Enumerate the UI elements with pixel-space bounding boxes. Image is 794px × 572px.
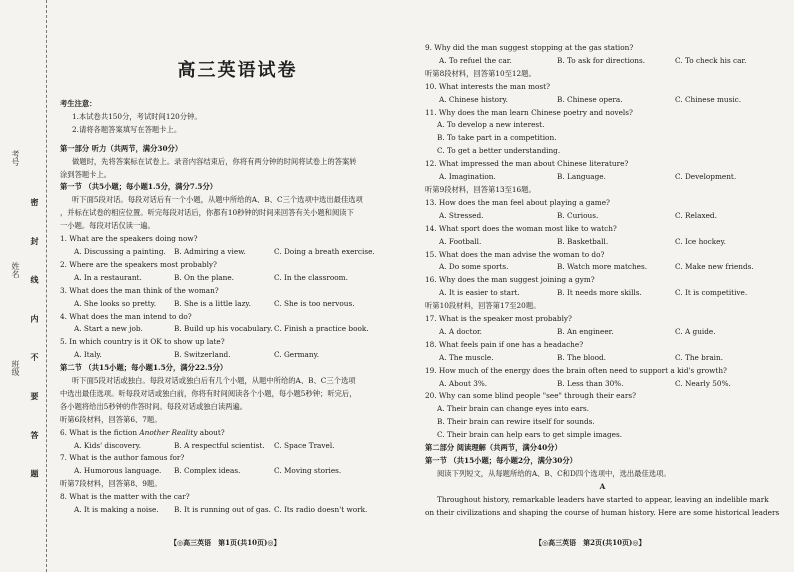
section2-directions: 中选出最佳选项。听每段对话或独白前，你将有时间阅读各个小题，每小题5秒钟；听完后， xyxy=(60,388,357,398)
option-b: B. Curious. xyxy=(557,210,599,220)
option-c: C. Chinese music. xyxy=(675,94,742,104)
part2-heading: 第二部分 阅读理解（共两节，满分40分） xyxy=(425,443,562,453)
option-b: B. Less than 30%. xyxy=(557,378,624,388)
option-b: B. It needs more skills. xyxy=(557,288,642,298)
question-text: 3. What does the man think of the woman? xyxy=(60,285,219,295)
option-b: B. Language. xyxy=(557,172,606,182)
option-c: C. Its radio doesn't work. xyxy=(274,505,368,515)
option-b: B. To take part in a competition. xyxy=(437,133,557,143)
question-item xyxy=(425,42,780,68)
material-instruction: 听第8段材料，回答第10至12题。 xyxy=(425,68,536,78)
question-text: 18. What feels pain if one has a headache? xyxy=(425,339,584,349)
question-item xyxy=(60,336,415,362)
option-a: A. The muscle. xyxy=(439,352,494,362)
part2-section1-heading: 第一节 （共15小题；每小题2分，满分30分） xyxy=(425,456,577,465)
option-c: C. Space Travel. xyxy=(274,440,335,450)
question-item xyxy=(425,81,780,107)
page-footer-right: 【◎高三英语 第2页(共10页)◎】 xyxy=(535,538,646,547)
kaohao-label: 考号 xyxy=(11,150,20,166)
question-text: 1. What are the speakers doing now? xyxy=(60,234,198,244)
material-instruction: 听第9段材料，回答第13至16题。 xyxy=(425,184,536,194)
option-c: C. To check his car. xyxy=(675,55,747,65)
option-b: B. An engineer. xyxy=(557,326,614,336)
option-b: B. Their brain can rewire itself for sounds. xyxy=(437,417,595,427)
option-c: C. It is competitive. xyxy=(675,288,748,298)
notice-item: 1.本试卷共150分，考试时间120分钟。 xyxy=(72,111,202,121)
part1-intro: 做题时，先将答案标在试卷上。录音内容结束后，你将有两分钟的时间将试卷上的答案转 xyxy=(72,156,357,166)
option-a: A. Chinese history. xyxy=(439,94,508,104)
left-column xyxy=(60,98,415,517)
option-a: A. Humorous language. xyxy=(74,466,162,476)
option-c: C. Finish a practice book. xyxy=(274,324,369,334)
passage-text: on their civilizations and shaping the course of human history. Here are some historical leaders xyxy=(425,507,780,517)
option-b: B. Switzerland. xyxy=(174,350,231,360)
option-c: C. Doing a breath exercise. xyxy=(274,246,375,256)
section2-directions: 各小题将给出5秒钟的作答时间。每段对话或独白读两遍。 xyxy=(60,401,248,411)
question-item xyxy=(60,491,415,517)
option-c: C. Development. xyxy=(675,172,737,182)
question-item xyxy=(425,390,780,442)
section1-directions: 听下面5段对话。每段对话后有一个小题，从题中所给的A、B、C三个选项中选出最佳选项 xyxy=(72,195,363,205)
option-a: A. Do some sports. xyxy=(439,262,509,272)
option-c: C. To get a better understanding. xyxy=(437,146,561,156)
page-footer-left: 【◎高三英语 第1页(共10页)◎】 xyxy=(170,538,281,547)
option-a: A. Imagination. xyxy=(439,172,496,182)
question-item xyxy=(425,158,780,184)
option-a: A. In a restaurant. xyxy=(74,272,142,282)
passage-text: Throughout history, remarkable leaders have started to appear, leaving an indelible mark xyxy=(437,494,769,504)
option-c: C. The brain. xyxy=(675,352,724,362)
section2-directions: 听下面5段对话或独白。每段对话或独白后有几个小题，从题中所给的A、B、C三个选项 xyxy=(72,376,356,386)
seal-line-text: 密 封 线 内 不 要 答 题 xyxy=(30,198,40,492)
option-c: C. Nearly 50%. xyxy=(675,378,731,388)
book-title: Another Reality xyxy=(139,427,198,437)
question-item xyxy=(60,452,415,478)
option-c: C. She is too nervous. xyxy=(274,298,355,308)
option-a: A. Discussing a painting. xyxy=(74,246,166,256)
option-a: A. To develop a new interest. xyxy=(437,120,545,130)
question-item xyxy=(60,233,415,259)
option-b: B. Basketball. xyxy=(557,236,609,246)
right-column xyxy=(425,42,780,520)
question-item xyxy=(425,365,780,391)
option-a: A. It is easier to start. xyxy=(439,288,520,298)
option-b: B. A respectful scientist. xyxy=(174,440,265,450)
option-a: A. A doctor. xyxy=(439,326,482,336)
option-c: C. Relaxed. xyxy=(675,210,717,220)
passage-letter: A xyxy=(599,481,606,491)
question-text-part: about? xyxy=(197,427,225,437)
part1-intro: 涂到答题卡上。 xyxy=(60,169,112,179)
question-text: 15. What does the man advise the woman to do? xyxy=(425,249,605,259)
option-a: A. About 3%. xyxy=(439,378,488,388)
question-text: 5. In which country is it OK to show up late? xyxy=(60,337,225,347)
question-text: 17. What is the speaker most probably? xyxy=(425,314,572,324)
material-instruction: 听第7段材料，回答第8、9题。 xyxy=(60,479,162,489)
question-text: 9. Why did the man suggest stopping at the gas station? xyxy=(425,43,634,52)
option-a: A. It is making a noise. xyxy=(74,505,159,515)
question-item xyxy=(60,259,415,285)
option-a: A. To refuel the car. xyxy=(439,55,512,65)
question-text-part: 6. What is the fiction xyxy=(60,427,140,437)
option-b: B. It is running out of gas. xyxy=(174,505,271,515)
question-text: 19. How much of the energy does the brain often need to support a kid's growth? xyxy=(425,365,727,375)
option-c: C. In the classroom. xyxy=(274,272,348,282)
question-item xyxy=(425,197,780,223)
question-item xyxy=(425,313,780,339)
section1-directions: 一小题。每段对话仅读一遍。 xyxy=(60,221,155,231)
option-b: B. She is a little lazy. xyxy=(174,298,251,308)
option-b: B. On the plane. xyxy=(174,272,234,282)
question-item xyxy=(425,223,780,249)
option-a: A. Start a new job. xyxy=(74,324,143,334)
option-b: B. Build up his vocabulary. xyxy=(174,324,273,334)
question-text: 13. How does the man feel about playing a game? xyxy=(425,197,610,207)
option-c: C. A guide. xyxy=(675,326,716,336)
material-instruction: 听第6段材料，回答第6、7题。 xyxy=(60,414,162,424)
name-label: 姓名 xyxy=(11,262,20,278)
option-a: A. Their brain can change eyes into ears. xyxy=(437,404,590,414)
question-text: 4. What does the man intend to do? xyxy=(60,311,192,321)
binding-margin xyxy=(0,0,47,572)
class-label: 班级 xyxy=(11,360,20,376)
material-instruction: 听第10段材料，回答第17至20题。 xyxy=(425,301,541,311)
option-a: A. Football. xyxy=(439,236,482,246)
section1-directions: ，并标在试卷的相应位置。听完每段对话后，你都有10秒钟的时间来回答有关小题和阅读下 xyxy=(60,208,354,218)
question-item xyxy=(425,249,780,275)
option-b: B. Chinese opera. xyxy=(557,94,623,104)
question-item xyxy=(60,285,415,311)
question-text: 2. Where are the speakers most probably? xyxy=(60,259,217,269)
question-text: 7. What is the author famous for? xyxy=(60,453,185,463)
option-a: A. Stressed. xyxy=(439,210,484,220)
option-c: C. Moving stories. xyxy=(274,466,342,476)
option-a: A. Kids' discovery. xyxy=(74,440,142,450)
question-item xyxy=(425,339,780,365)
part1-heading: 第一部分 听力（共两节，满分30分） xyxy=(60,143,183,153)
option-a: A. Italy. xyxy=(74,350,102,360)
question-text: 20. Why can some blind people "see" through their ears? xyxy=(425,391,636,401)
section1-heading: 第一节 （共5小题；每小题1.5分，满分7.5分） xyxy=(60,182,218,192)
question-item xyxy=(425,107,780,159)
question-text: 14. What sport does the woman most like to watch? xyxy=(425,223,617,233)
option-c: C. Their brain can help ears to get simple images. xyxy=(437,430,623,440)
option-b: B. The blood. xyxy=(557,352,606,362)
notice-heading: 考生注意： xyxy=(60,99,97,108)
section2-heading: 第二节 （共15小题；每小题1.5分，满分22.5分） xyxy=(60,363,228,373)
option-c: C. Germany. xyxy=(274,350,320,360)
option-c: C. Ice hockey. xyxy=(675,236,726,246)
question-text: 8. What is the matter with the car? xyxy=(60,492,190,502)
question-item xyxy=(60,427,415,453)
page-title: 高三英语试卷 xyxy=(177,60,298,81)
question-text: 16. Why does the man suggest joining a gym? xyxy=(425,275,595,285)
question-item xyxy=(425,274,780,300)
option-b: B. Admiring a view. xyxy=(174,246,246,256)
option-c: C. Make new friends. xyxy=(675,262,754,272)
option-b: B. To ask for directions. xyxy=(557,55,646,65)
question-item xyxy=(60,311,415,337)
part2-directions: 阅读下列短文，从每题所给的A、B、C和D四个选项中，选出最佳选项。 xyxy=(437,468,671,478)
option-b: B. Watch more matches. xyxy=(557,262,648,272)
question-text: 11. Why does the man learn Chinese poetry and novels? xyxy=(425,107,633,117)
notice-item: 2.请将各题答案填写在答题卡上。 xyxy=(72,124,182,134)
question-text: 12. What impressed the man about Chinese literature? xyxy=(425,159,629,169)
question-text: 10. What interests the man most? xyxy=(425,81,551,91)
question-text xyxy=(60,427,415,440)
option-a: A. She looks so pretty. xyxy=(74,298,157,308)
option-b: B. Complex ideas. xyxy=(174,466,241,476)
